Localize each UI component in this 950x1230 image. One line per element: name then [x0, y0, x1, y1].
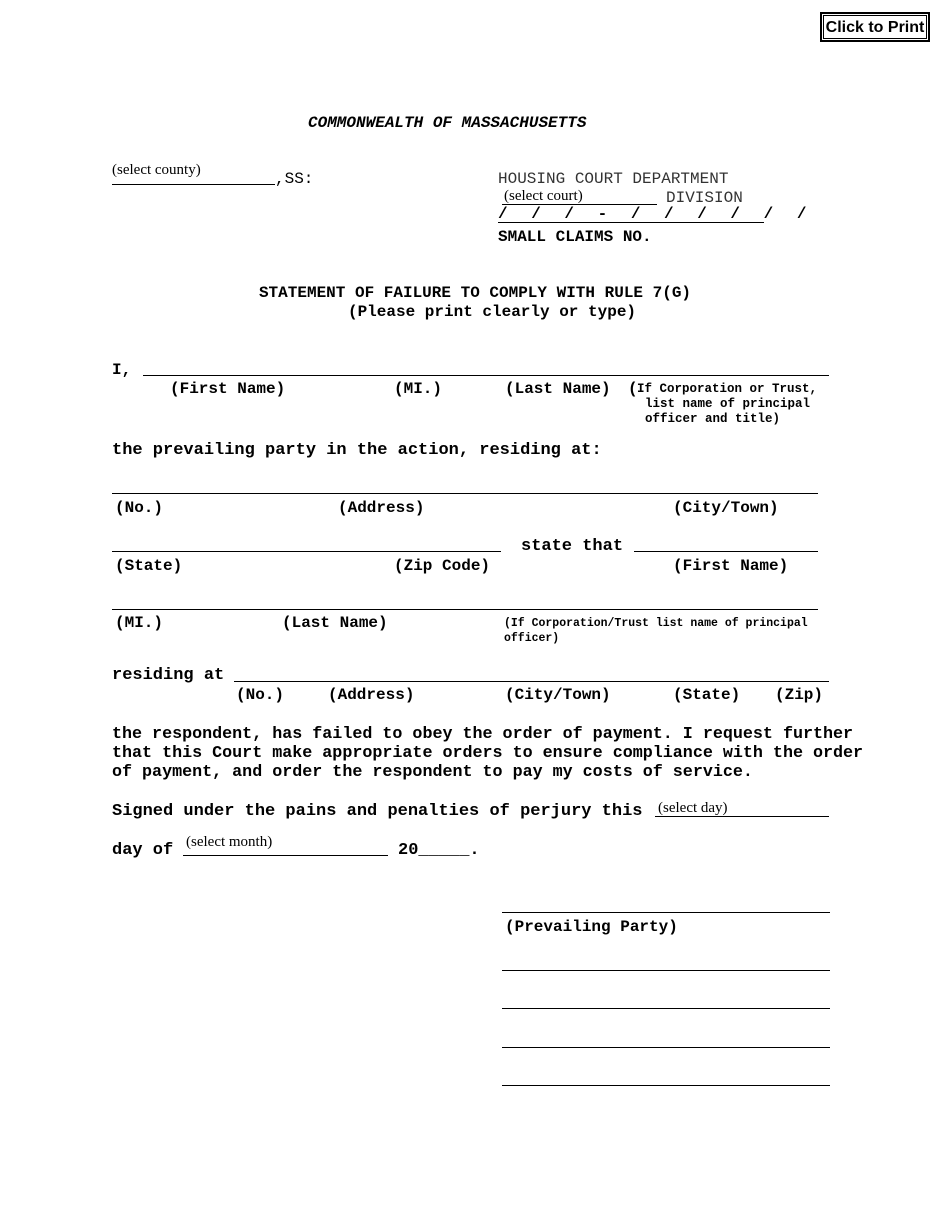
residing-at-label: residing at [112, 666, 225, 685]
state-label: (State) [115, 557, 183, 575]
day-select[interactable]: (select day) [658, 800, 728, 816]
respondent-no-label: (No.) [236, 686, 285, 704]
docket-number-field[interactable]: / / / - / / / / / / [498, 205, 810, 223]
respondent-zip-label: (Zip) [775, 686, 824, 704]
signature-address-line-4[interactable] [502, 1085, 830, 1086]
zip-code-label: (Zip Code) [394, 557, 491, 575]
city-town-label: (City/Town) [673, 499, 779, 517]
county-underline [112, 184, 275, 185]
no-label: (No.) [115, 499, 164, 517]
respondent-address-label: (Address) [328, 686, 415, 704]
day-of-label: day of [112, 841, 174, 860]
claimant-address-field[interactable] [112, 493, 818, 494]
ss-label: ,SS: [275, 170, 314, 188]
signature-address-line-3[interactable] [502, 1047, 830, 1048]
respondent-state-label: (State) [673, 686, 741, 704]
docket-underline [498, 222, 764, 223]
state-that-text: state that [521, 537, 624, 556]
corp-note-line1: If Corporation or Trust, [637, 382, 818, 396]
respondent-city-label: (City/Town) [505, 686, 611, 704]
court-department-label: HOUSING COURT DEPARTMENT [498, 170, 729, 188]
address-label: (Address) [338, 499, 425, 517]
respondent-mi-label: (MI.) [115, 614, 164, 632]
respondent-last-name-label: (Last Name) [282, 614, 388, 632]
court-select[interactable]: (select court) [504, 188, 583, 204]
day-underline [655, 816, 829, 817]
respondent-corp-note-line1: (If Corporation/Trust list name of principal [504, 617, 808, 630]
print-button[interactable]: Click to Print [820, 12, 930, 42]
prevailing-party-label: (Prevailing Party) [505, 918, 678, 936]
body-line-1: the respondent, has failed to obey the order of payment. I request further [112, 725, 854, 744]
respondent-address-field[interactable] [234, 681, 829, 682]
form-title: STATEMENT OF FAILURE TO COMPLY WITH RULE 7(G) [258, 284, 692, 302]
body-line-3: of payment, and order the respondent to pay my costs of service. [112, 763, 753, 782]
corp-note-paren: ( [628, 380, 638, 398]
claimant-state-zip-field[interactable] [112, 551, 501, 552]
year-field[interactable]: 20_____. [398, 841, 480, 860]
small-claims-no-label: SMALL CLAIMS NO. [498, 228, 652, 246]
commonwealth-heading: COMMONWEALTH OF MASSACHUSETTS [308, 114, 587, 132]
signature-line[interactable] [502, 912, 830, 913]
residing-intro-text: the prevailing party in the action, residing at: [112, 441, 602, 460]
corp-note-line3: officer and title) [645, 412, 781, 426]
month-select[interactable]: (select month) [186, 834, 273, 850]
signature-address-line-1[interactable] [502, 970, 830, 971]
signature-address-line-2[interactable] [502, 1008, 830, 1009]
signed-perjury-text: Signed under the pains and penalties of perjury this [112, 802, 643, 821]
i-prefix: I, [112, 361, 132, 379]
claimant-name-field[interactable] [143, 375, 829, 376]
respondent-name-field[interactable] [112, 609, 818, 610]
county-select[interactable]: (select county) [112, 162, 201, 178]
corp-note-line2: list name of principal [645, 397, 811, 411]
respondent-first-name-label: (First Name) [673, 557, 789, 575]
last-name-label: (Last Name) [505, 380, 611, 398]
division-label: DIVISION [666, 189, 743, 207]
respondent-first-name-field[interactable] [634, 551, 818, 552]
first-name-label: (First Name) [170, 380, 286, 398]
month-underline [183, 855, 388, 856]
mi-label: (MI.) [394, 380, 443, 398]
respondent-corp-note-line2: officer) [504, 632, 560, 645]
body-line-2: that this Court make appropriate orders to ensure compliance with the order [112, 744, 864, 763]
form-subtitle: (Please print clearly or type) [347, 303, 637, 321]
